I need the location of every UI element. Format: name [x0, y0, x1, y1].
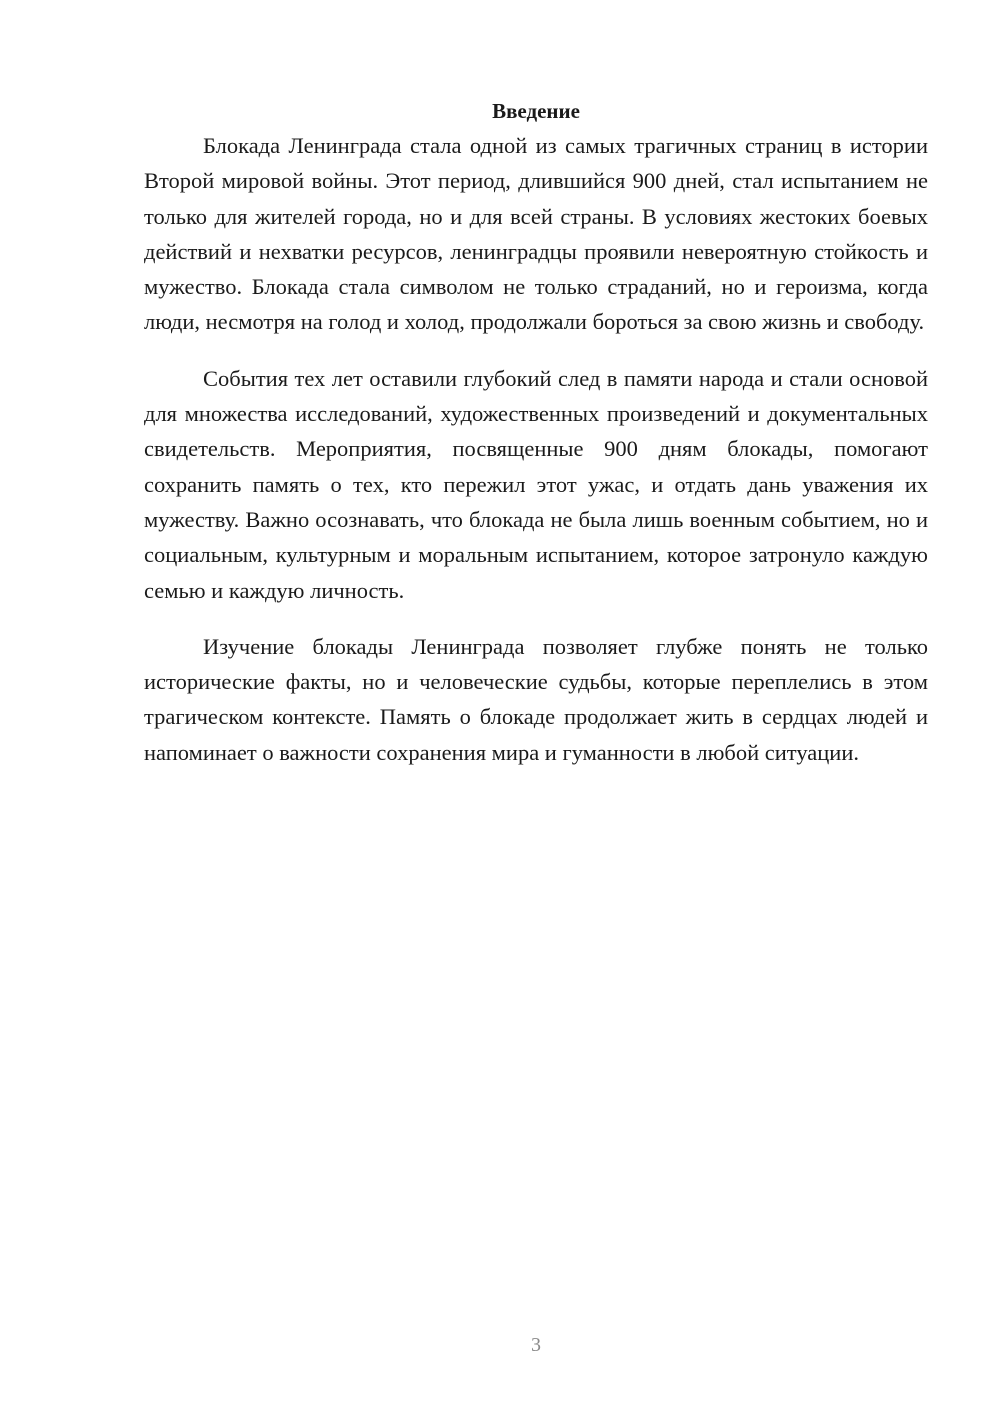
paragraph-2: События тех лет оставили глубокий след в памяти народа и стали основой для множества исследований, художественных произведений и документальных свидетельств. Мероприятия, посвященные 900 дням блокады, помогают сохранить память о тех, кто пережил этот ужас, и отдать дань уважения их мужеству. Важно осознавать, что блокада не была лишь военным событием, но и социальным, культурным и моральным испытанием, которое затронуло каждую семью и каждую личность. — [144, 365, 928, 603]
page-number: 3 — [531, 1334, 541, 1356]
paragraph-1: Блокада Ленинграда стала одной из самых трагичных страниц в истории Второй мировой войны. Этот период, длившийся 900 дней, стал испытанием не только для жителей города, но и для всей страны. В условиях жестоких боевых действий и нехватки ресурсов, ленинградцы проявили невероятную стойкость и мужество. Блокада стала символом не только страданий, но и героизма, когда люди, несмотря на голод и холод, продолжали бороться за свою жизнь и свободу. — [144, 133, 928, 335]
section-heading: Введение — [492, 99, 580, 123]
paragraph-3: Изучение блокады Ленинграда позволяет глубже понять не только исторические факты, но и человеческие судьбы, которые переплелись в этом трагическом контексте. Память о блокаде продолжает жить в сердцах людей и напоминает о важности сохранения мира и гуманности в любой ситуации. — [144, 633, 928, 765]
page-content — [144, 94, 928, 770]
